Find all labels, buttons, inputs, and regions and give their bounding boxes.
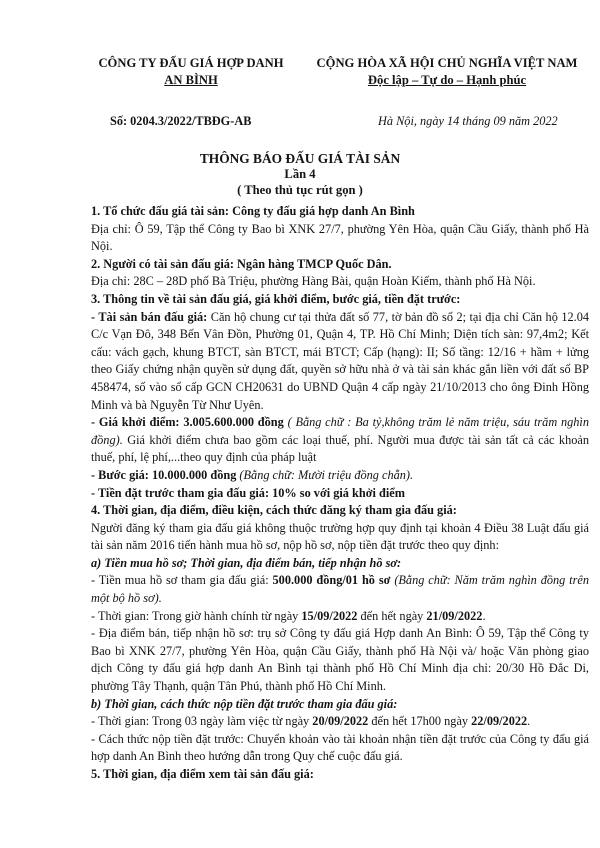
- procedure-note: ( Theo thủ tục rút gọn ): [237, 183, 363, 197]
- section-4-heading: 4. Thời gian, địa điểm, điều kiện, cách thức đăng ký tham gia đấu giá:: [91, 503, 457, 518]
- sale-period-mid: đến hết ngày: [357, 608, 427, 623]
- section-2-heading: 2. Người có tài sản đấu giá: Ngân hàng TMCP Quốc Dân.: [91, 256, 392, 271]
- deposit-period-mid: đến hết 17h00 ngày: [368, 714, 472, 729]
- nation-motto: Độc lập – Tự do – Hạnh phúc: [367, 73, 527, 87]
- deposit-period-to: 22/09/2022: [471, 714, 528, 729]
- company-name-line2: AN BÌNH: [164, 73, 218, 87]
- sale-period-prefix: - Thời gian: Trong giờ hành chính từ ngày: [91, 608, 302, 623]
- deposit-method: - Cách thức nộp tiền đặt trước: Chuyển khoản vào tài khoản nhận tiền đặt trước của Công ty đấu giá hợp danh An Bình theo hướng dẫn trong Quy chế cuộc đấu giá.: [91, 731, 589, 764]
- company-header: [86, 55, 296, 89]
- asset-label: - Tài sản bán đấu giá:: [91, 309, 208, 324]
- asset-description: [91, 309, 589, 415]
- company-name-line1: CÔNG TY ĐẤU GIÁ HỢP DANH: [98, 56, 284, 70]
- sale-period-end: .: [482, 608, 486, 623]
- deposit-rate: - Tiền đặt trước tham gia đấu giá: 10% so với giá khởi điểm: [91, 485, 405, 500]
- dossier-fee-prefix: - Tiền mua hồ sơ tham gia đấu giá:: [91, 573, 273, 588]
- subsection-b-heading: b) Thời gian, cách thức nộp tiền đặt trước tham gia đấu giá:: [91, 696, 398, 711]
- deposit-period-from: 20/09/2022: [312, 714, 369, 729]
- dossier-fee-amount: 500.000 đồng/01 hồ sơ: [272, 573, 391, 588]
- sale-location: - Địa điểm bán, tiếp nhận hồ sơ: trụ sở Công ty đấu giá Hợp danh An Bình: Ô 59, Tập thể Công ty Bao bì XNK 27/7, phường Yên Hòa, quận Cầu Giấy, thành phố Hà Nội và/ hoặc Văn phòng giao dịch Công ty đấu giá hợp danh An Bình tại thành phố Hồ Chí Minh địa chỉ: 20/30 Hồ Đắc Di, phường Tây Thạnh, quận Tân Phú, thành phố Hồ Chí Minh.: [91, 626, 589, 694]
- dossier-fee-words: (Bằng chữ: Năm trăm nghìn đồng trên một bộ hồ sơ).: [91, 573, 589, 606]
- start-price-note: Giá khởi điểm chưa bao gồm các loại thuế, phí. Người mua được tài sản tất cả các khoản thuế, phí, lệ phí,...theo quy định của pháp luật: [91, 432, 589, 465]
- section-2-address: Địa chỉ: 28C – 28D phố Bà Triệu, phường Hàng Bài, quận Hoàn Kiếm, thành phố Hà Nội.: [91, 274, 536, 289]
- start-price-words: ( Bằng chữ : Ba tỷ,không trăm lẻ năm triệu, sáu trăm nghìn đồng).: [91, 415, 589, 447]
- section-1-address: Địa chỉ: Ô 59, Tập thể Công ty Bao bì XNK 27/7, phường Yên Hòa, quận Cầu Giấy, thành phố Hà Nội.: [91, 221, 589, 254]
- document-number: Số: 0204.3/2022/TBĐG-AB: [110, 114, 252, 128]
- section-3-heading: 3. Thông tin về tài sản đấu giá, giá khởi điểm, bước giá, tiền đặt trước:: [91, 291, 461, 306]
- nation-title: CỘNG HÒA XÃ HỘI CHỦ NGHĨA VIỆT NAM: [316, 56, 578, 70]
- sale-period: [91, 608, 589, 626]
- price-step: [91, 467, 589, 485]
- deposit-period: [91, 713, 589, 731]
- dossier-fee: [91, 572, 589, 607]
- price-step-words: (Bằng chữ: Mười triệu đồng chẵn).: [236, 467, 414, 482]
- auction-round: Lần 4: [284, 167, 316, 181]
- place-date: Hà Nội, ngày 14 tháng 09 năm 2022: [378, 114, 558, 128]
- start-price-label: - Giá khởi điểm: 3.005.600.000 đồng: [91, 415, 284, 430]
- document-title: THÔNG BÁO ĐẤU GIÁ TÀI SẢN: [199, 151, 401, 166]
- sale-period-from: 15/09/2022: [301, 608, 358, 623]
- subsection-a-heading: a) Tiền mua hồ sơ; Thời gian, địa điểm bán, tiếp nhận hồ sơ:: [91, 555, 402, 570]
- price-step-label: - Bước giá: 10.000.000 đồng: [91, 467, 237, 482]
- section-4-intro: Người đăng ký tham gia đấu giá không thuộc trường hợp quy định tại khoản 4 Điều 38 Luật đấu giá tài sản năm 2016 tiến hành mua hồ sơ, nộp hồ sơ, nộp tiền đặt trước theo quy định:: [91, 520, 589, 553]
- start-price: [91, 414, 589, 467]
- asset-text: Căn hộ chung cư tại thửa đất số 77, tờ bản đồ số 2; tại địa chỉ Căn hộ 12.04 C/c Vạn Đô, 348 Bến Vân Đồn, Phường 01, Quận 4, TP. Hồ Chí Minh; Diện tích sàn: 97,4m2; Kết cấu: vách gạch, khung BTCT, sàn BTCT, mái BTCT; Cấp (hạng): II; Số tầng: 12/16 + hầm + lửng theo Giấy chứng nhận quyền sử dụng đất, quyền sở hữu nhà ở và tài sản khác gắn liền với đất số BP 458474, số vào sổ cấp GCN CH20631 do UBND Quận 4 cấp ngày 21/10/2013 cho ông Đinh Hồng Minh và bà Nguyễn Từ Như Uyên.: [91, 309, 589, 412]
- notice-body: [91, 203, 589, 784]
- sale-period-to: 21/09/2022: [426, 608, 483, 623]
- national-header: [302, 55, 592, 89]
- section-5-heading: 5. Thời gian, địa điểm xem tài sản đấu giá:: [91, 767, 314, 781]
- section-1-heading: 1. Tổ chức đấu giá tài sản: Công ty đấu giá hợp danh An Bình: [91, 204, 415, 218]
- deposit-period-prefix: - Thời gian: Trong 03 ngày làm việc từ ngày: [91, 714, 313, 729]
- deposit-period-end: .: [527, 714, 531, 729]
